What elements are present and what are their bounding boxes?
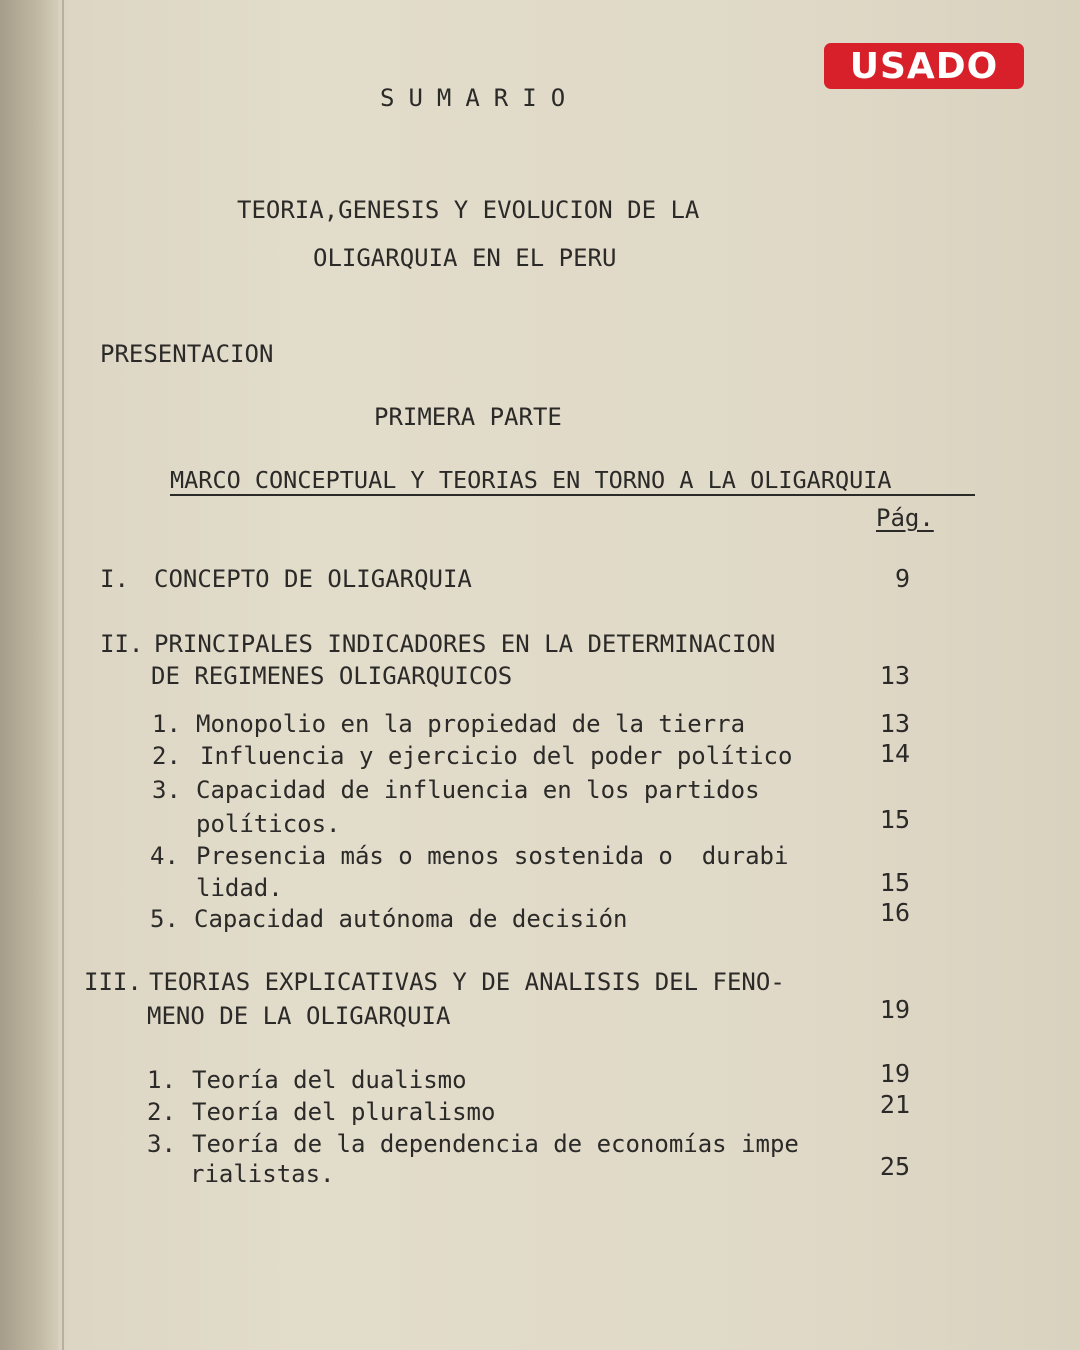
- item-page: 19: [879, 1059, 910, 1088]
- chapter-number: II.: [100, 630, 144, 658]
- item-text: Capacidad autónoma de decisión: [194, 905, 628, 933]
- item-page: 25: [879, 1152, 910, 1181]
- item-number: 5.: [150, 905, 179, 933]
- item-page: 15: [879, 805, 910, 834]
- item-text: rialistas.: [190, 1160, 335, 1188]
- page-column-label: Pág.: [876, 504, 934, 532]
- chapter-title: PRINCIPALES INDICADORES EN LA DETERMINACION: [154, 630, 776, 658]
- item-number: 4.: [150, 842, 179, 870]
- book-spine: [0, 0, 58, 1350]
- item-number: 2.: [147, 1098, 176, 1126]
- item-text: lidad.: [196, 874, 283, 902]
- chapter-title: MENO DE LA OLIGARQUIA: [147, 1002, 451, 1030]
- item-number: 3.: [152, 776, 181, 804]
- chapter-number: III.: [84, 968, 142, 996]
- item-page: 14: [879, 739, 910, 768]
- section-underline: [170, 494, 975, 496]
- chapter-number: I.: [100, 565, 129, 593]
- item-page: 13: [879, 709, 910, 738]
- item-text: Teoría del pluralismo: [192, 1098, 496, 1126]
- chapter-page: 9: [894, 564, 910, 593]
- chapter-page: 19: [879, 995, 910, 1024]
- item-page: 16: [879, 898, 910, 927]
- item-text: Influencia y ejercicio del poder político: [200, 742, 793, 770]
- section-heading: MARCO CONCEPTUAL Y TEORIAS EN TORNO A LA OLIGARQUIA: [170, 466, 892, 494]
- item-number: 3.: [147, 1130, 176, 1158]
- subtitle-line-2: OLIGARQUIA EN EL PERU: [313, 244, 617, 272]
- page-edge: [62, 0, 64, 1350]
- item-text: políticos.: [196, 810, 341, 838]
- item-page: 15: [879, 868, 910, 897]
- chapter-title: DE REGIMENES OLIGARQUICOS: [151, 662, 513, 690]
- used-badge: USADO: [824, 43, 1024, 89]
- item-number: 1.: [147, 1066, 176, 1094]
- subtitle-line-1: TEORIA,GENESIS Y EVOLUCION DE LA: [237, 196, 700, 224]
- item-number: 2.: [152, 742, 181, 770]
- item-text: Teoría de la dependencia de economías impe: [192, 1130, 799, 1158]
- item-text: Monopolio en la propiedad de la tierra: [196, 710, 746, 738]
- item-text: Capacidad de influencia en los partidos: [196, 776, 760, 804]
- part-heading: PRIMERA PARTE: [374, 403, 562, 431]
- item-page: 21: [879, 1090, 910, 1119]
- chapter-title: TEORIAS EXPLICATIVAS Y DE ANALISIS DEL FENO-: [149, 968, 785, 996]
- page-title: SUMARIO: [380, 84, 580, 112]
- chapter-title: CONCEPTO DE OLIGARQUIA: [154, 565, 472, 593]
- presentacion-heading: PRESENTACION: [100, 340, 274, 368]
- item-text: Teoría del dualismo: [192, 1066, 467, 1094]
- chapter-page: 13: [879, 661, 910, 690]
- item-number: 1.: [152, 710, 181, 738]
- item-text: Presencia más o menos sostenida o durabi: [196, 842, 789, 870]
